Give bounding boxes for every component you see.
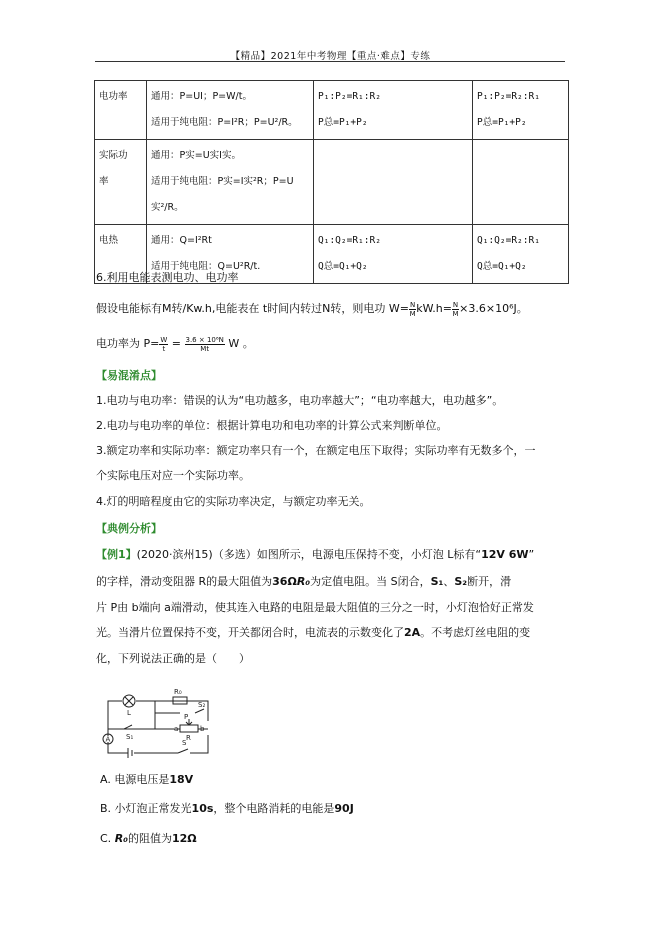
series-total: P总=P₁+P₂ — [318, 117, 368, 128]
example-line: 光。当滑片位置保持不变，开关都闭合时，电流表的示数变化了2A。不考虑灯丝电阻的变 — [96, 626, 531, 639]
label-ammeter: A — [105, 735, 111, 744]
example-line: 【例1】(2020·滨州15)（多选）如图所示，电源电压保持不变，小灯泡 L标有“12V 6W” — [96, 548, 535, 561]
series-ratio: P₁:P₂=R₁:R₂ — [318, 91, 381, 102]
parallel-cell — [473, 81, 569, 140]
page-header: 【精品】2021年中考物理【重点·难点】专练 — [230, 51, 431, 62]
row-head: 电热 — [95, 225, 147, 284]
formula-pure-resistance-cont: 实²/R。 — [151, 202, 184, 213]
table-row — [95, 140, 569, 225]
fraction: $\frac{\text{3.6 × 10⁶N}}{Mt}$ — [185, 335, 224, 353]
parallel-total: Q总=Q₁+Q₂ — [477, 261, 527, 272]
label-r0: R₀ — [174, 688, 182, 696]
parallel-ratio: Q₁:Q₂=R₂:R₁ — [477, 235, 540, 246]
option-c: C. R₀的阻值为12Ω — [100, 832, 197, 845]
label-a: a — [174, 725, 179, 733]
series-cell — [314, 81, 473, 140]
series-cell — [314, 225, 473, 284]
fraction: $\frac{W}{t}$ — [160, 335, 168, 353]
parallel-ratio: P₁:P₂=R₂:R₁ — [477, 91, 540, 102]
example-line: 片 P由 b端向 a端滑动，使其连入电路的电阻是最大阻值的三分之一时，小灯泡恰好正常发 — [96, 601, 534, 614]
example-label: 【例1】 — [96, 548, 137, 561]
example-line: 的字样，滑动变阻器 R的最大阻值为36ΩR₀为定值电阻。当 S闭合，S₁、S₂断开，滑 — [96, 575, 512, 588]
confusion-item: 个实际电压对应一个实际功率。 — [96, 469, 250, 482]
series-ratio: Q₁:Q₂=R₁:R₂ — [318, 235, 381, 246]
row-head: 电功率 — [95, 81, 147, 140]
switch-s-blade — [178, 749, 188, 753]
confusion-item: 4.灯的明暗程度由它的实际功率决定，与额定功率无关。 — [96, 495, 371, 508]
meter-paragraph: 假设电能标有M转/Kw.h,电能表在 t时间内转过N转，则电功 W= $\frac{N}{M}$ kW.h= $\frac{N}{M}$ ×3.6×10⁶J。 — [96, 300, 528, 318]
example-line: 化，下列说法正确的是（ ） — [96, 652, 250, 665]
row-head-line2: 率 — [99, 176, 109, 187]
meter-text: 假设电能标有M转/Kw.h,电能表在 t时间内转过N转，则电功 W= — [96, 302, 409, 315]
rheostat-symbol — [180, 725, 198, 732]
formula-general: 通用：Q=I²Rt — [151, 235, 212, 246]
formula-pure-resistance: 适用于纯电阻：Q=U²R/t. — [151, 261, 261, 272]
fraction: $\frac{N}{M}$ — [452, 300, 459, 318]
lamp-cross — [125, 697, 133, 705]
battery-symbol — [128, 748, 132, 758]
section-title: 6.利用电能表测电功、电功率 — [96, 271, 239, 284]
confusion-item: 2.电功与电功率的单位：根据计算电功和电功率的计算公式来判断单位。 — [96, 419, 448, 432]
switch-s1-blade — [124, 725, 132, 729]
table-row — [95, 81, 569, 140]
option-b: B. 小灯泡正常发光10s，整个电路消耗的电能是90J — [100, 802, 354, 815]
formula-pure-resistance: 适用于纯电阻：P实=I实²R；P=U — [151, 176, 294, 187]
label-s: S — [182, 739, 187, 747]
parallel-cell — [473, 140, 569, 225]
series-cell — [314, 140, 473, 225]
formula-cell — [147, 81, 314, 140]
circuit-wire — [108, 742, 128, 753]
label-s2: S₂ — [198, 701, 206, 709]
series-total: Q总=Q₁+Q₂ — [318, 261, 368, 272]
circuit-wire — [190, 735, 208, 753]
formula-general: 通用：P=UI；P=W/t。 — [151, 91, 252, 102]
confusion-item: 3.额定功率和实际功率：额定功率只有一个，在额定电压下取得；实际功率有无数多个，一 — [96, 444, 536, 457]
formula-cell — [147, 140, 314, 225]
row-head-line1: 实际功 — [99, 150, 128, 161]
label-b: b — [200, 725, 205, 733]
parallel-cell — [473, 225, 569, 284]
power-formula: 电功率为 P= $\frac{W}{t}$ = $\frac{\text{3.6 × 10⁶N}}{Mt}$ W 。 — [96, 335, 254, 353]
option-a: A. 电源电压是18V — [100, 773, 194, 786]
formula-general: 通用：P实=U实I实。 — [151, 150, 241, 161]
parallel-total: P总=P₁+P₂ — [477, 117, 527, 128]
formula-table — [94, 80, 569, 284]
switch-s2-blade — [195, 709, 204, 713]
label-p: P — [184, 713, 189, 721]
formula-pure-resistance: 适用于纯电阻：P=I²R；P=U²/R。 — [151, 117, 298, 128]
confusion-item: 1.电功与电功率：错误的认为“电功越多，电功率越大”；“电功率越大，电功越多”。 — [96, 394, 504, 407]
label-r: R — [186, 734, 191, 742]
circuit-wire — [108, 701, 122, 736]
label-l: L — [127, 709, 131, 717]
row-head — [95, 140, 147, 225]
header-rule — [95, 61, 565, 62]
analysis-heading: 【典例分析】 — [96, 522, 162, 535]
label-s1: S₁ — [126, 733, 134, 741]
circuit-diagram — [100, 683, 220, 763]
fraction: $\frac{N}{M}$ — [409, 300, 416, 318]
confusion-heading: 【易混淆点】 — [96, 369, 162, 382]
